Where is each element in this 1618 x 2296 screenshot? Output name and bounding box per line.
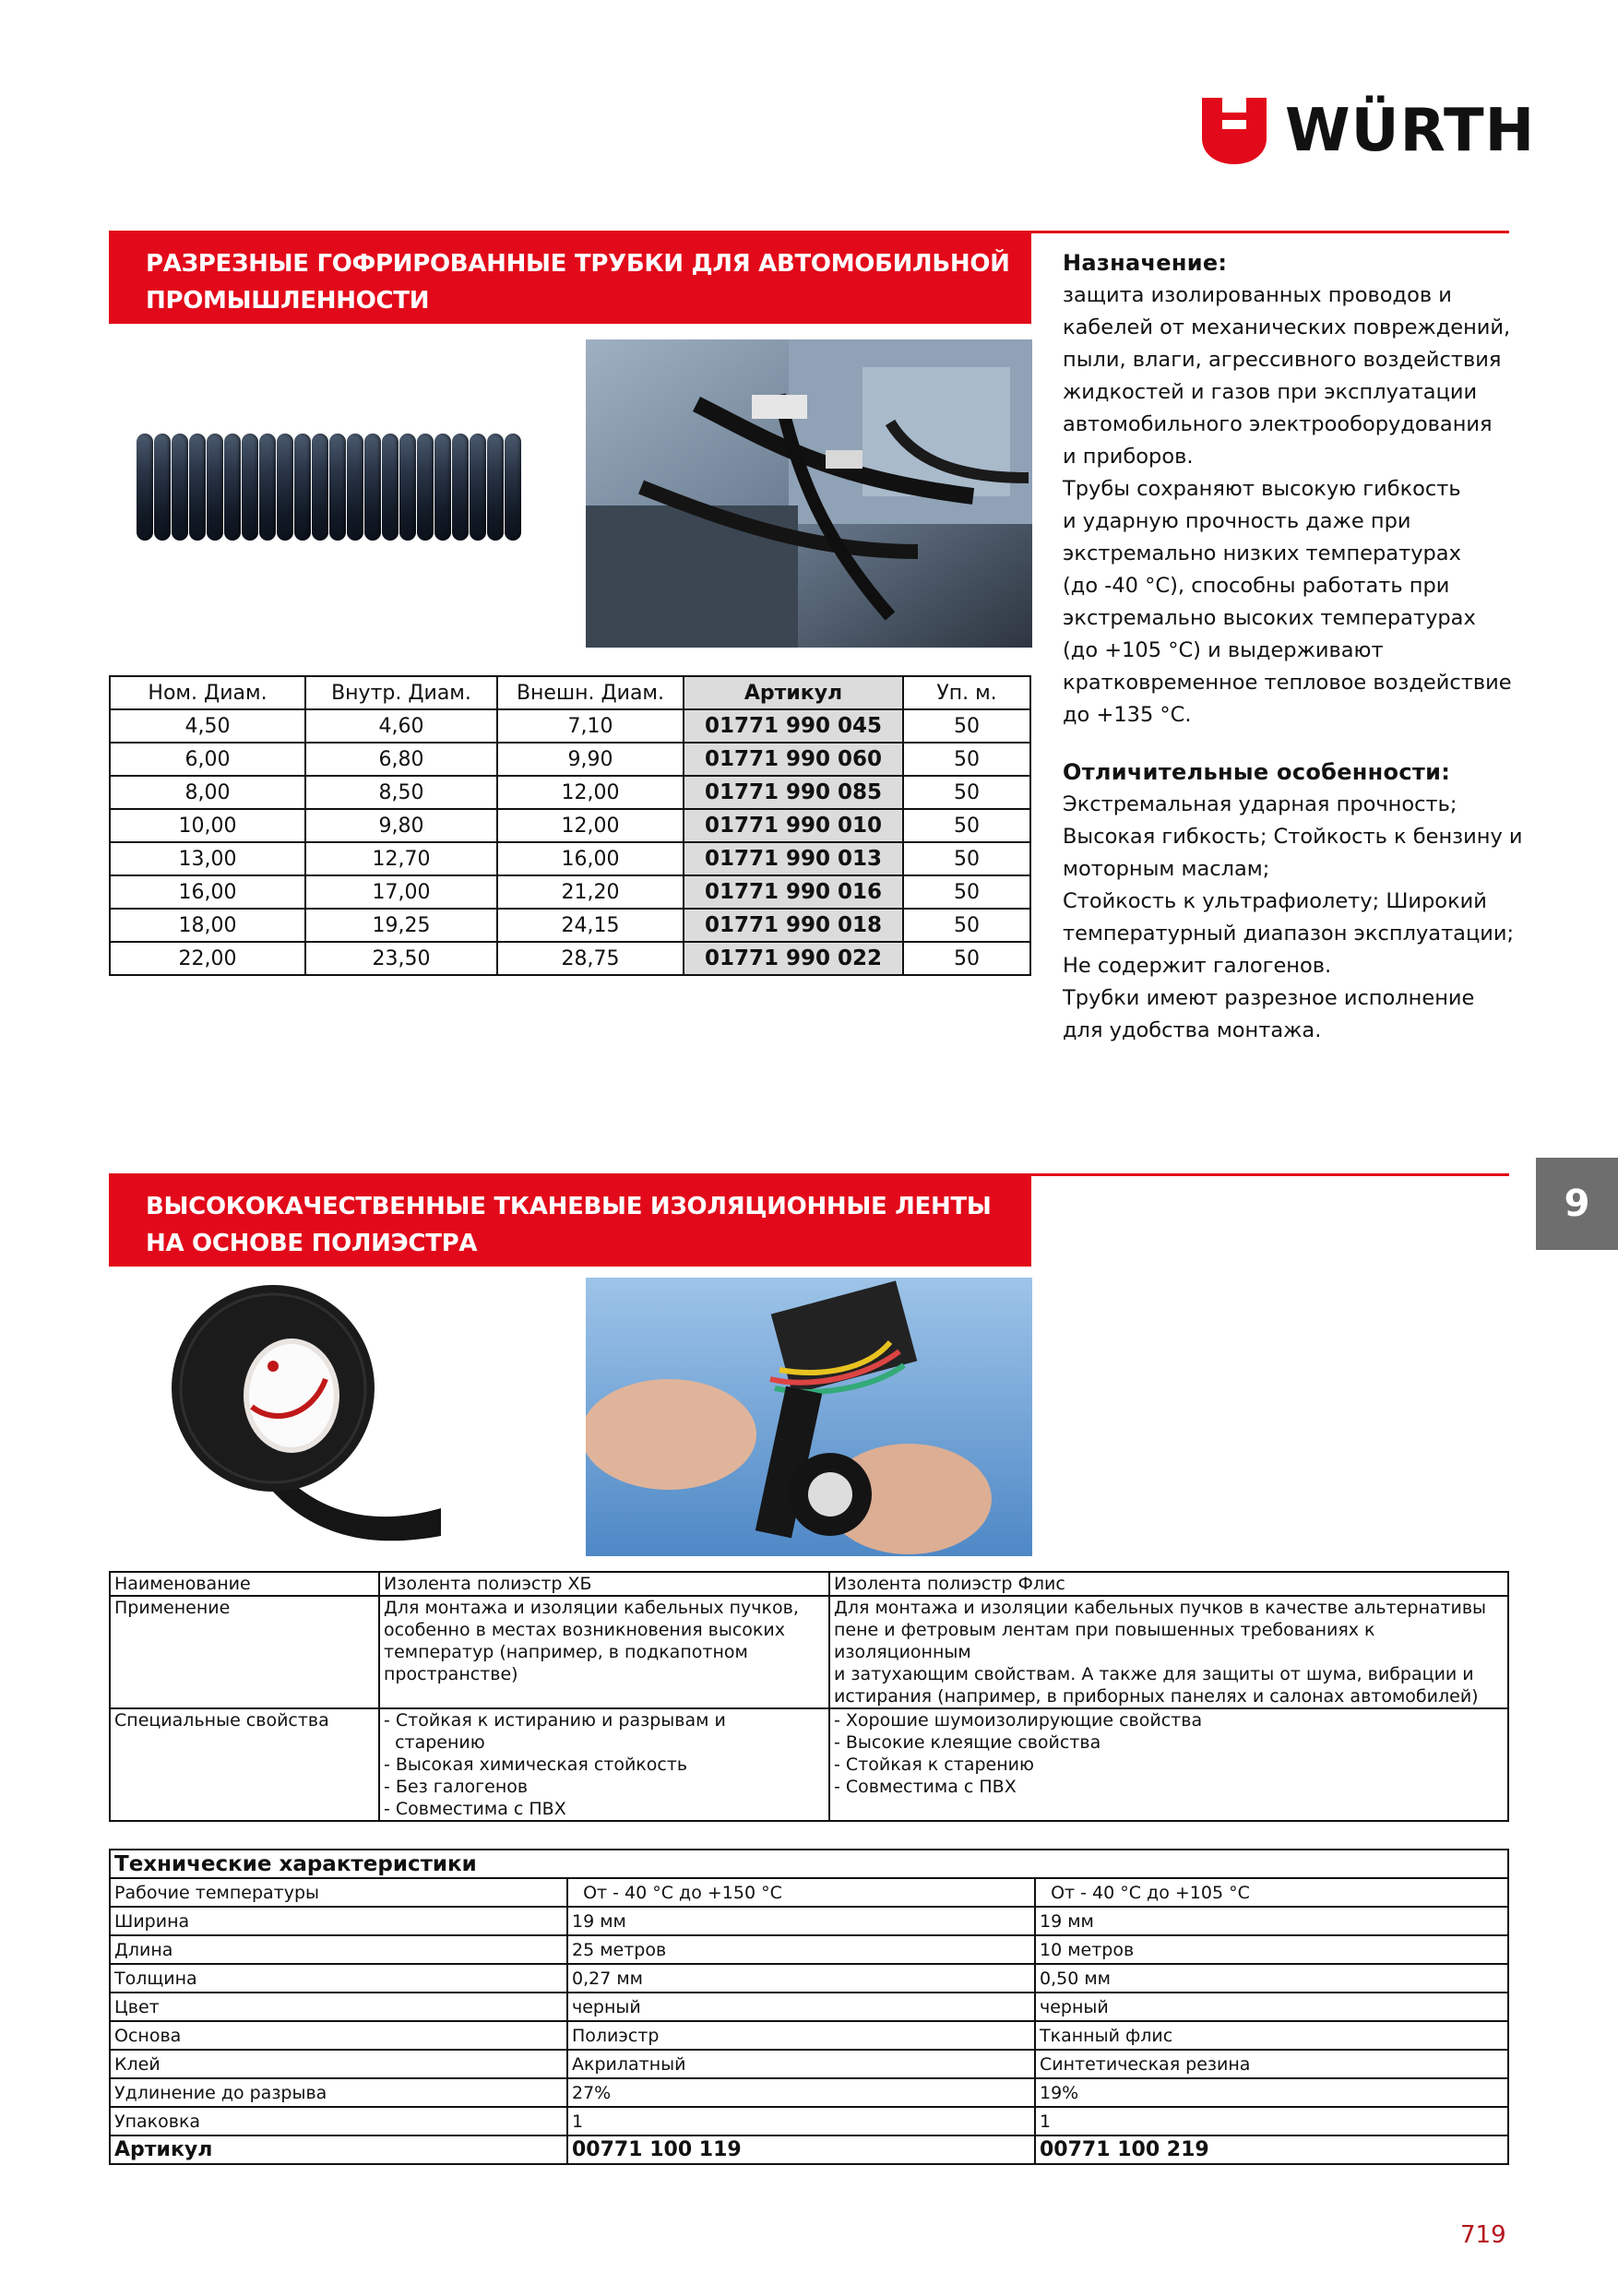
feature-line: Не содержит галогенов. bbox=[1063, 954, 1332, 978]
tech-value-b-cell: 1 bbox=[1035, 2107, 1508, 2135]
usage-a-line: Для монтажа и изоляции кабельных пучков, bbox=[384, 1598, 799, 1618]
tube-rib bbox=[347, 434, 363, 541]
tube-rib bbox=[189, 434, 206, 541]
tech-label-cell: Цвет bbox=[110, 1993, 567, 2021]
tech-row bbox=[110, 1964, 1508, 1993]
feature-line: Стойкость к ультрафиолету; Широкий bbox=[1063, 889, 1487, 913]
tech-row bbox=[110, 1907, 1508, 1935]
tech-value-b-cell: 10 метров bbox=[1035, 1935, 1508, 1964]
feature-line: температурный диапазон эксплуатации; bbox=[1063, 922, 1515, 946]
inner-diameter-cell: 12,70 bbox=[305, 842, 497, 875]
article-cell: 01771 990 085 bbox=[684, 776, 903, 809]
col-article: Артикул bbox=[684, 676, 903, 709]
tape-application-photo bbox=[586, 1278, 1032, 1556]
special-a bbox=[379, 1708, 829, 1821]
corrugated-tube-image bbox=[137, 434, 533, 544]
tube-rib bbox=[364, 434, 381, 541]
nominal-diameter-cell: 16,00 bbox=[110, 875, 305, 909]
tech-label-cell: Ширина bbox=[110, 1907, 567, 1935]
usage-b-line: истирания (например, в приборных панелях и салонах автомобилей) bbox=[834, 1686, 1479, 1707]
tech-heading: Технические характеристики bbox=[110, 1850, 1508, 1878]
tube-rib bbox=[224, 434, 241, 541]
tube-rib bbox=[417, 434, 434, 541]
usage-b bbox=[829, 1596, 1508, 1708]
purpose-line: пыли, влаги, агрессивного воздействия bbox=[1063, 348, 1502, 372]
tube-rib bbox=[434, 434, 451, 541]
usage-a bbox=[379, 1596, 829, 1708]
pack-length-cell: 50 bbox=[903, 842, 1030, 875]
brand-name: WÜRTH bbox=[1285, 97, 1536, 165]
tube-table-header-row bbox=[110, 676, 1030, 709]
tech-value-a-cell: 25 метров bbox=[567, 1935, 1035, 1964]
tech-label-cell: Удлинение до разрыва bbox=[110, 2078, 567, 2107]
outer-diameter-cell: 21,20 bbox=[497, 875, 684, 909]
section2-title-line1: ВЫСОКОКАЧЕСТВЕННЫЕ ТКАНЕВЫЕ ИЗОЛЯЦИОННЫЕ ЛЕНТЫ bbox=[146, 1193, 992, 1220]
tube-rib bbox=[382, 434, 399, 541]
tube-table-row bbox=[110, 842, 1030, 875]
tube-table-row bbox=[110, 709, 1030, 743]
article-row bbox=[110, 2135, 1508, 2164]
tube-rib bbox=[172, 434, 188, 541]
nominal-diameter-cell: 22,00 bbox=[110, 942, 305, 975]
name-row bbox=[110, 1572, 1508, 1596]
tech-row bbox=[110, 1993, 1508, 2021]
purpose-line: защита изолированных проводов и bbox=[1063, 283, 1452, 307]
usage-b-line: пене и фетровым лентам при повышенных требованиях к изоляционным bbox=[834, 1620, 1375, 1662]
usage-a-line: особенно в местах возникновения высоких bbox=[384, 1620, 785, 1640]
nominal-diameter-cell: 4,50 bbox=[110, 709, 305, 743]
article-cell: 01771 990 013 bbox=[684, 842, 903, 875]
features-text bbox=[1063, 789, 1524, 1047]
tech-value-b-cell: От - 40 °С до +105 °С bbox=[1035, 1878, 1508, 1907]
tech-label-cell: Рабочие температуры bbox=[110, 1878, 567, 1907]
feature-line: Высокая гибкость; Стойкость к бензину и bbox=[1063, 825, 1523, 849]
tube-table bbox=[109, 675, 1031, 976]
tech-row bbox=[110, 2107, 1508, 2135]
article-cell: 01771 990 018 bbox=[684, 909, 903, 942]
inner-diameter-cell: 17,00 bbox=[305, 875, 497, 909]
feature-line: моторным маслам; bbox=[1063, 857, 1270, 881]
purpose-line: автомобильного электрооборудования bbox=[1063, 412, 1493, 436]
section2-title bbox=[109, 1176, 1031, 1267]
special-b-line: - Хорошие шумоизолирующие свойства bbox=[834, 1710, 1203, 1731]
tech-value-b-cell: 0,50 мм bbox=[1035, 1964, 1508, 1993]
nominal-diameter-cell: 18,00 bbox=[110, 909, 305, 942]
name-label: Наименование bbox=[110, 1572, 379, 1596]
tube-rib bbox=[399, 434, 416, 541]
tech-value-b-cell: черный bbox=[1035, 1993, 1508, 2021]
tech-value-a-cell: 19 мм bbox=[567, 1907, 1035, 1935]
purpose-line: до +135 °C. bbox=[1063, 703, 1192, 727]
purpose-line: экстремально низких температурах bbox=[1063, 541, 1461, 565]
features-heading: Отличительные особенности: bbox=[1063, 759, 1451, 785]
special-a-line: - Высокая химическая стойкость bbox=[384, 1755, 688, 1775]
outer-diameter-cell: 24,15 bbox=[497, 909, 684, 942]
tech-value-a-cell: 0,27 мм bbox=[567, 1964, 1035, 1993]
outer-diameter-cell: 16,00 bbox=[497, 842, 684, 875]
tube-table-row bbox=[110, 809, 1030, 842]
tech-value-b-cell: 19% bbox=[1035, 2078, 1508, 2107]
purpose-line: жидкостей и газов при эксплуатации bbox=[1063, 380, 1478, 404]
article-cell: 01771 990 045 bbox=[684, 709, 903, 743]
special-b-line: - Высокие клеящие свойства bbox=[834, 1732, 1101, 1753]
outer-diameter-cell: 7,10 bbox=[497, 709, 684, 743]
feature-line: для удобства монтажа. bbox=[1063, 1018, 1322, 1042]
purpose-line: (до +105 °C) и выдерживают bbox=[1063, 638, 1384, 662]
tech-value-b-cell: Тканный флис bbox=[1035, 2021, 1508, 2050]
tech-label-cell: Основа bbox=[110, 2021, 567, 2050]
pack-length-cell: 50 bbox=[903, 909, 1030, 942]
tech-row bbox=[110, 2050, 1508, 2078]
nominal-diameter-cell: 13,00 bbox=[110, 842, 305, 875]
tube-rib bbox=[154, 434, 171, 541]
tech-row bbox=[110, 1935, 1508, 1964]
tube-rib bbox=[277, 434, 293, 541]
special-b bbox=[829, 1708, 1508, 1821]
tech-specs-table bbox=[109, 1849, 1509, 2165]
tube-table-row bbox=[110, 776, 1030, 809]
section1-title bbox=[109, 233, 1031, 324]
article-cell: 01771 990 022 bbox=[684, 942, 903, 975]
pack-length-cell: 50 bbox=[903, 776, 1030, 809]
purpose-line: кратковременное тепловое воздействие bbox=[1063, 671, 1512, 695]
section1-title-line1: РАЗРЕЗНЫЕ ГОФРИРОВАННЫЕ ТРУБКИ ДЛЯ АВТОМОБИЛЬНОЙ bbox=[146, 250, 1010, 278]
outer-diameter-cell: 28,75 bbox=[497, 942, 684, 975]
purpose-heading: Назначение: bbox=[1063, 250, 1228, 276]
special-label: Специальные свойства bbox=[110, 1708, 379, 1821]
tube-table-row bbox=[110, 875, 1030, 909]
article-label: Артикул bbox=[110, 2135, 567, 2164]
tech-value-a-cell: Акрилатный bbox=[567, 2050, 1035, 2078]
tube-rib bbox=[207, 434, 223, 541]
tube-table-row bbox=[110, 743, 1030, 776]
pack-length-cell: 50 bbox=[903, 942, 1030, 975]
col-inner-diameter: Внутр. Диам. bbox=[305, 676, 497, 709]
special-a-line: - Без галогенов bbox=[384, 1777, 529, 1797]
pack-length-cell: 50 bbox=[903, 709, 1030, 743]
tape-description-table bbox=[109, 1571, 1509, 1822]
tech-value-a-cell: 1 bbox=[567, 2107, 1035, 2135]
wurth-logo bbox=[1202, 94, 1536, 168]
tube-rib bbox=[242, 434, 258, 541]
article-b: 00771 100 219 bbox=[1035, 2135, 1508, 2164]
pack-length-cell: 50 bbox=[903, 809, 1030, 842]
special-b-line: - Совместима с ПВХ bbox=[834, 1777, 1017, 1797]
article-cell: 01771 990 016 bbox=[684, 875, 903, 909]
tube-rib bbox=[452, 434, 469, 541]
tech-label-cell: Толщина bbox=[110, 1964, 567, 1993]
tech-value-a-cell: черный bbox=[567, 1993, 1035, 2021]
feature-line: Трубки имеют разрезное исполнение bbox=[1063, 986, 1475, 1010]
inner-diameter-cell: 19,25 bbox=[305, 909, 497, 942]
special-a-line: старению bbox=[384, 1732, 485, 1753]
tube-rib bbox=[294, 434, 311, 541]
outer-diameter-cell: 9,90 bbox=[497, 743, 684, 776]
tube-rib bbox=[329, 434, 346, 541]
usage-label: Применение bbox=[110, 1596, 379, 1708]
tape-roll-image bbox=[164, 1278, 441, 1545]
tube-rib bbox=[470, 434, 486, 541]
special-a-line: - Стойкая к истиранию и разрывам и bbox=[384, 1710, 726, 1731]
inner-diameter-cell: 4,60 bbox=[305, 709, 497, 743]
pack-length-cell: 50 bbox=[903, 743, 1030, 776]
usage-b-line: и затухающим свойствам. А также для защиты от шума, вибрации и bbox=[834, 1664, 1474, 1684]
page-number: 719 bbox=[1460, 2221, 1506, 2249]
special-row bbox=[110, 1708, 1508, 1821]
inner-diameter-cell: 23,50 bbox=[305, 942, 497, 975]
tech-row bbox=[110, 1878, 1508, 1907]
tech-heading-row bbox=[110, 1850, 1508, 1878]
nominal-diameter-cell: 10,00 bbox=[110, 809, 305, 842]
wurth-logo-icon bbox=[1202, 98, 1267, 164]
tech-value-a-cell: Полиэстр bbox=[567, 2021, 1035, 2050]
section1-description bbox=[1063, 247, 1524, 1047]
special-b-line: - Стойкая к старению bbox=[834, 1755, 1034, 1775]
pack-length-cell: 50 bbox=[903, 875, 1030, 909]
tube-rib bbox=[505, 434, 521, 541]
inner-diameter-cell: 9,80 bbox=[305, 809, 497, 842]
tube-rib bbox=[487, 434, 504, 541]
tube-rib bbox=[259, 434, 276, 541]
special-a-line: - Совместима с ПВХ bbox=[384, 1799, 566, 1819]
nominal-diameter-cell: 8,00 bbox=[110, 776, 305, 809]
usage-a-line: пространстве) bbox=[384, 1664, 518, 1684]
purpose-line: и приборов. bbox=[1063, 445, 1194, 469]
tech-label-cell: Длина bbox=[110, 1935, 567, 1964]
inner-diameter-cell: 8,50 bbox=[305, 776, 497, 809]
purpose-text bbox=[1063, 280, 1524, 732]
tech-value-b-cell: 19 мм bbox=[1035, 1907, 1508, 1935]
tech-value-a-cell: От - 40 °С до +150 °С bbox=[567, 1878, 1035, 1907]
tube-table-row bbox=[110, 909, 1030, 942]
purpose-line: (до -40 °C), способны работать при bbox=[1063, 574, 1450, 598]
tube-table-row bbox=[110, 942, 1030, 975]
usage-a-line: температур (например, в подкапотном bbox=[384, 1642, 748, 1662]
usage-row bbox=[110, 1596, 1508, 1708]
purpose-line: и ударную прочность даже при bbox=[1063, 509, 1411, 533]
name-a: Изолента полиэстр ХБ bbox=[379, 1572, 829, 1596]
article-cell: 01771 990 060 bbox=[684, 743, 903, 776]
chapter-tab: 9 bbox=[1536, 1158, 1618, 1250]
name-b: Изолента полиэстр Флис bbox=[829, 1572, 1508, 1596]
tech-label-cell: Клей bbox=[110, 2050, 567, 2078]
col-pack-length: Уп. м. bbox=[903, 676, 1030, 709]
tech-value-a-cell: 27% bbox=[567, 2078, 1035, 2107]
purpose-line: кабелей от механических повреждений, bbox=[1063, 315, 1511, 339]
article-a: 00771 100 119 bbox=[567, 2135, 1035, 2164]
col-outer-diameter: Внешн. Диам. bbox=[497, 676, 684, 709]
tech-label-cell: Упаковка bbox=[110, 2107, 567, 2135]
section2-title-line2: НА ОСНОВЕ ПОЛИЭСТРА bbox=[146, 1230, 478, 1257]
feature-line: Экстремальная ударная прочность; bbox=[1063, 792, 1457, 816]
nominal-diameter-cell: 6,00 bbox=[110, 743, 305, 776]
tube-rib bbox=[137, 434, 153, 541]
engine-bay-photo bbox=[586, 339, 1032, 648]
inner-diameter-cell: 6,80 bbox=[305, 743, 497, 776]
tech-row bbox=[110, 2078, 1508, 2107]
section1-title-line2: ПРОМЫШЛЕННОСТИ bbox=[146, 287, 430, 315]
tech-value-b-cell: Синтетическая резина bbox=[1035, 2050, 1508, 2078]
outer-diameter-cell: 12,00 bbox=[497, 809, 684, 842]
purpose-line: экстремально высоких температурах bbox=[1063, 606, 1476, 630]
tube-rib bbox=[312, 434, 328, 541]
article-cell: 01771 990 010 bbox=[684, 809, 903, 842]
tech-row bbox=[110, 2021, 1508, 2050]
usage-b-line: Для монтажа и изоляции кабельных пучков в качестве альтернативы bbox=[834, 1598, 1487, 1618]
purpose-line: Трубы сохраняют высокую гибкость bbox=[1063, 477, 1461, 501]
outer-diameter-cell: 12,00 bbox=[497, 776, 684, 809]
col-nominal-diameter: Ном. Диам. bbox=[110, 676, 305, 709]
